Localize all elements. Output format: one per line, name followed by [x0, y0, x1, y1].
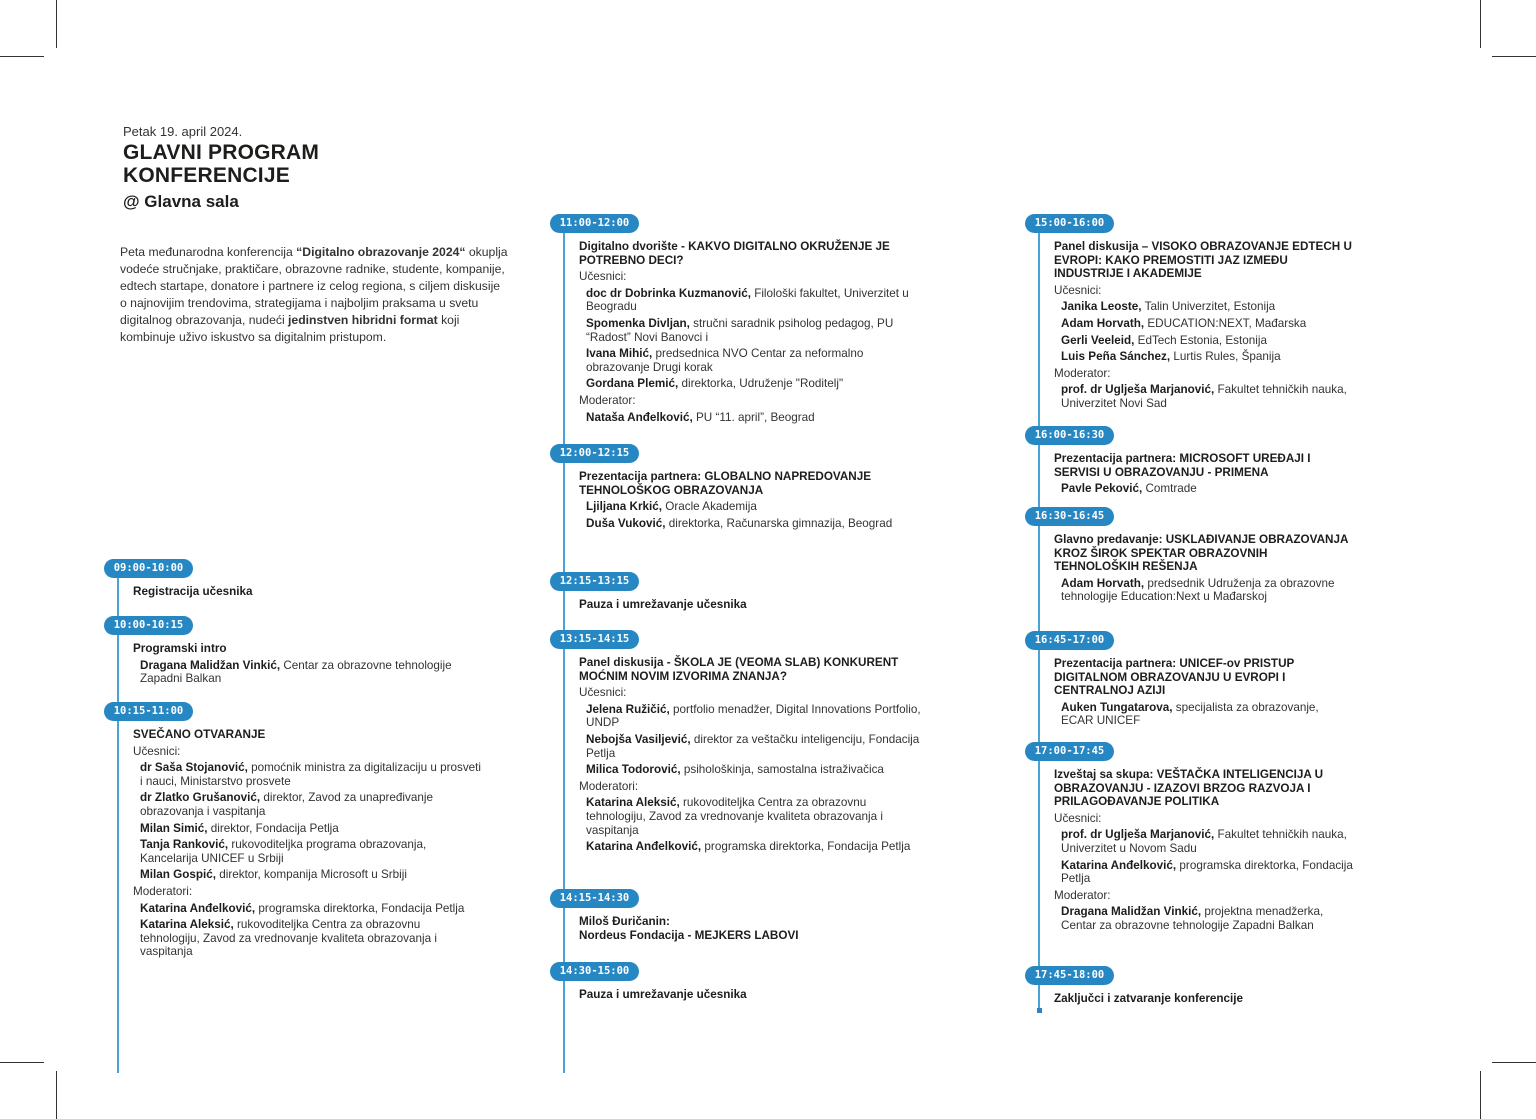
- participant-name: Katarina Aleksić,: [586, 796, 680, 810]
- session-title: Miloš Đuričanin: Nordeus Fondacija - MEJKERS LABOVI: [579, 915, 799, 942]
- participant-name: Katarina Anđelković,: [586, 840, 702, 854]
- participant-role: rukovoditeljka Centra za obrazovnu tehnologiju, Zavod za vrednovanje kvaliteta obrazovanja i vaspitanja: [140, 918, 437, 959]
- time-badge: 10:00-10:15: [104, 616, 193, 635]
- session-block: [1054, 992, 1354, 1006]
- participant-entry: [1054, 577, 1354, 604]
- participant-name: dr Zlatko Grušanović,: [140, 791, 261, 805]
- crop-mark: [0, 1062, 44, 1063]
- time-badge: 16:30-16:45: [1025, 507, 1114, 526]
- participants-label: Moderator:: [579, 393, 636, 407]
- participant-entry: [1054, 905, 1354, 932]
- participant-role: portfolio menadžer, Digital Innovations Portfolio, UNDP: [586, 702, 921, 730]
- participant-entry: [579, 703, 929, 730]
- participant-entry: [1054, 334, 1354, 348]
- event-date: Petak 19. april 2024.: [123, 124, 243, 139]
- participant-name: dr Saša Stojanović,: [140, 761, 248, 775]
- participant-name: Nataša Anđelković,: [586, 410, 693, 424]
- participant-entry: [1054, 701, 1354, 728]
- time-badge: 12:15-13:15: [550, 572, 639, 591]
- participants-label: Moderatori:: [133, 884, 193, 898]
- participant-entry: [133, 902, 483, 916]
- participant-entry: [579, 411, 929, 425]
- participant-name: Milica Todorović,: [586, 763, 681, 777]
- session-title: Izveštaj sa skupa: VEŠTAČKA INTELIGENCIJA U OBRAZOVANJU - IZAZOVI BRZOG RAZVOJA I PRILAGOĐAVANJE POLITIKA: [1054, 768, 1324, 809]
- participant-entry: [579, 733, 929, 760]
- session-block: [579, 656, 929, 854]
- participant-role: direktor, kompanija Microsoft u Srbiji: [215, 868, 407, 882]
- session-block: [133, 728, 483, 959]
- participant-role: Talin Univerzitet, Estonija: [1141, 300, 1276, 314]
- crop-mark: [1492, 56, 1536, 57]
- time-badge: 16:00-16:30: [1025, 426, 1114, 445]
- participant-role: PU “11. april”, Beograd: [692, 410, 815, 424]
- crop-mark: [56, 1071, 57, 1119]
- session-title: Pauza i umrežavanje učesnika: [579, 598, 747, 611]
- participant-name: Katarina Anđelković,: [140, 901, 256, 915]
- participants-label: Moderator:: [1054, 888, 1111, 902]
- participant-entry: [1054, 828, 1354, 855]
- participant-role: rukovoditeljka Centra za obrazovnu tehnologiju, Zavod za vrednovanje kvaliteta obrazovanja i vaspitanja: [586, 796, 883, 837]
- time-badge: 12:00-12:15: [550, 444, 639, 463]
- participant-name: Katarina Aleksić,: [140, 918, 234, 932]
- participant-name: prof. dr Uglješa Marjanović,: [1061, 828, 1215, 842]
- session-block: [1054, 452, 1354, 496]
- participant-role: direktor za veštačku inteligenciju, Fondacija Petlja: [586, 732, 920, 760]
- participants-label: Učesnici:: [579, 686, 627, 700]
- participants-label: Učesnici:: [579, 270, 627, 284]
- participants-label: Moderatori:: [579, 779, 639, 793]
- session-block: [1054, 768, 1354, 933]
- participant-name: Katarina Anđelković,: [1061, 858, 1177, 872]
- time-badge: 10:15-11:00: [104, 702, 193, 721]
- participant-name: Luis Peña Sánchez,: [1061, 350, 1171, 364]
- crop-mark: [1492, 1062, 1536, 1063]
- participant-role: programska direktorka, Fondacija Petlja: [701, 840, 911, 854]
- participant-role: EDUCATION:NEXT, Mađarska: [1144, 316, 1307, 330]
- participant-entry: [133, 868, 483, 882]
- participant-name: Tanja Ranković,: [140, 838, 229, 852]
- participant-entry: [1054, 482, 1354, 496]
- participant-entry: [579, 500, 929, 514]
- participant-name: Adam Horvath,: [1061, 316, 1145, 330]
- session-block: [579, 240, 929, 424]
- participant-role: Fakultet tehničkih nauka, Univerzitet u Novom Sadu: [1061, 828, 1347, 855]
- timeline-line: [117, 566, 119, 1073]
- time-badge: 11:00-12:00: [550, 214, 639, 233]
- participant-name: Ivana Mihić,: [586, 347, 656, 361]
- crop-mark: [1480, 0, 1481, 48]
- participant-entry: [133, 918, 483, 959]
- participant-role: stručni saradnik psiholog pedagog, PU “Radost” Novi Banovci i: [586, 316, 894, 344]
- session-title: SVEČANO OTVARANJE: [133, 728, 266, 741]
- participant-role: EdTech Estonia, Estonija: [1134, 333, 1267, 347]
- time-badge: 16:45-17:00: [1025, 631, 1114, 650]
- participant-entry: [1054, 317, 1354, 331]
- participant-role: predsednik Udruženja za obrazovne tehnologije Education:Next u Mađarskoj: [1061, 576, 1335, 604]
- session-block: [1054, 533, 1354, 604]
- participants-label: Učesnici:: [1054, 811, 1102, 825]
- participant-entry: [579, 287, 929, 314]
- participant-name: Gordana Plemić,: [586, 377, 679, 391]
- program-header: [123, 124, 513, 212]
- participant-entry: [579, 347, 929, 374]
- session-block: [579, 598, 929, 612]
- participant-role: Fakultet tehničkih nauka, Univerzitet Novi Sad: [1061, 383, 1347, 410]
- participant-name: Dragana Malidžan Vinkić,: [1061, 905, 1202, 919]
- participant-entry: [133, 822, 483, 836]
- participant-entry: [133, 659, 483, 686]
- participant-role: programska direktorka, Fondacija Petlja: [1061, 858, 1353, 886]
- participant-name: prof. dr Uglješa Marjanović,: [1061, 383, 1215, 397]
- participant-entry: [1054, 350, 1354, 364]
- participants-label: Učesnici:: [1054, 283, 1102, 297]
- time-badge: 13:15-14:15: [550, 630, 639, 649]
- participant-entry: [1054, 300, 1354, 314]
- participant-name: Nebojša Vasiljević,: [586, 732, 691, 746]
- participant-name: Dragana Malidžan Vinkić,: [140, 658, 281, 672]
- participant-role: Lurtis Rules, Španija: [1170, 350, 1281, 364]
- participant-entry: [579, 317, 929, 344]
- timeline-end-marker: [1037, 1008, 1042, 1013]
- session-block: [1054, 240, 1354, 411]
- session-title: Prezentacija partnera: MICROSOFT UREĐAJI I SERVISI U OBRAZOVANJU - PRIMENA: [1054, 452, 1311, 479]
- participant-entry: [579, 377, 929, 391]
- participant-name: Adam Horvath,: [1061, 576, 1145, 590]
- participant-name: Jelena Ružičić,: [586, 702, 670, 716]
- participant-role: pomoćnik ministra za digitalizaciju u prosveti i nauci, Ministarstvo prosvete: [140, 761, 482, 788]
- participant-role: rukovoditeljka programa obrazovanja, Kancelarija UNICEF u Srbiji: [140, 838, 427, 865]
- participant-entry: [579, 517, 929, 531]
- time-badge: 14:15-14:30: [550, 889, 639, 908]
- participant-role: Oracle Akademija: [662, 500, 757, 514]
- session-title: Programski intro: [133, 642, 227, 655]
- participant-entry: [1054, 383, 1354, 410]
- participant-name: Spomenka Divljan,: [586, 316, 690, 330]
- participant-entry: [133, 838, 483, 865]
- participant-role: direktor, Fondacija Petlja: [207, 821, 339, 835]
- participant-role: programska direktorka, Fondacija Petlja: [255, 901, 465, 915]
- session-block: [133, 642, 483, 686]
- session-title: Prezentacija partnera: GLOBALNO NAPREDOVANJE TEHNOLOŠKOG OBRAZOVANJA: [579, 470, 872, 497]
- session-title: Panel diskusija - ŠKOLA JE (VEOMA SLAB) KONKURENT MOĆNIM NOVIM IZVORIMA ZNANJA?: [579, 656, 899, 683]
- crop-mark: [1480, 1071, 1481, 1119]
- participant-entry: [579, 796, 929, 837]
- session-block: [133, 585, 483, 599]
- participant-role: Comtrade: [1142, 482, 1197, 496]
- venue-label: @ Glavna sala: [123, 192, 239, 211]
- participant-entry: [133, 791, 483, 818]
- participant-name: Janika Leoste,: [1061, 300, 1142, 314]
- conference-description: Peta međunarodna konferencija “Digitalno obrazovanje 2024“ okuplja vodeće stručnjake, praktičare, obrazovne radnike, studente, kompanije, edtech startape, donatore i partnere iz celog regiona, s ciljem diskusije o najnovijim trendovima, strategijama i najboljim praksama u svetu digitalnog obrazovanja, nudeći jedinstven hibridni format koji kombinuje uživo iskustvo sa digitalnim pristupom.: [120, 245, 508, 344]
- page-title: GLAVNI PROGRAM KONFERENCIJE: [123, 141, 320, 187]
- participant-entry: [1054, 859, 1354, 886]
- participant-role: projektna menadžerka, Centar za obrazovne tehnologije Zapadni Balkan: [1061, 905, 1324, 932]
- participant-role: direktor, Zavod za unapređivanje obrazovanja i vaspitanja: [140, 791, 433, 818]
- participant-name: Auken Tungatarova,: [1061, 700, 1173, 714]
- participant-role: Filološki fakultet, Univerzitet u Beogradu: [586, 286, 909, 314]
- participant-entry: [579, 763, 929, 777]
- participant-name: Ljiljana Krkić,: [586, 500, 662, 514]
- session-block: [579, 470, 929, 530]
- participant-name: Milan Simić,: [140, 821, 208, 835]
- participant-role: direktorka, Računarska gimnazija, Beograd: [665, 516, 893, 530]
- session-title: Pauza i umrežavanje učesnika: [579, 988, 747, 1001]
- session-title: Digitalno dvorište - KAKVO DIGITALNO OKRUŽENJE JE POTREBNO DECI?: [579, 240, 890, 267]
- session-block: [579, 988, 929, 1002]
- participant-name: Pavle Peković,: [1061, 482, 1143, 496]
- session-title: Registracija učesnika: [133, 585, 253, 598]
- participant-role: direktorka, Udruženje "Roditelj": [678, 377, 844, 391]
- session-title: Prezentacija partnera: UNICEF-ov PRISTUP DIGITALNOM OBRAZOVANJU U EVROPI I CENTRALNOJ AZIJI: [1054, 657, 1295, 698]
- participant-entry: [133, 761, 483, 788]
- participant-role: psihološkinja, samostalna istraživačica: [680, 763, 884, 777]
- participant-role: specijalista za obrazovanje, ECAR UNICEF: [1061, 700, 1319, 728]
- participant-name: Milan Gospić,: [140, 868, 216, 882]
- participant-name: doc dr Dobrinka Kuzmanović,: [586, 286, 751, 300]
- participant-name: Duša Vuković,: [586, 516, 666, 530]
- participants-label: Moderator:: [1054, 366, 1111, 380]
- crop-mark: [0, 56, 44, 57]
- time-badge: 17:45-18:00: [1025, 966, 1114, 985]
- session-block: [1054, 657, 1354, 728]
- timeline-line: [1038, 222, 1040, 1010]
- participant-role: predsednica NVO Centar za neformalno obrazovanje Drugi korak: [586, 347, 864, 374]
- participant-role: Centar za obrazovne tehnologije Zapadni Balkan: [140, 658, 452, 686]
- time-badge: 15:00-16:00: [1025, 214, 1114, 233]
- crop-mark: [56, 0, 57, 48]
- time-badge: 17:00-17:45: [1025, 742, 1114, 761]
- session-title: Glavno predavanje: USKLAĐIVANJE OBRAZOVANJA KROZ ŠIROK SPEKTAR OBRAZOVNIH TEHNOLOŠKIH REŠENJA: [1054, 533, 1348, 574]
- time-badge: 09:00-10:00: [104, 559, 193, 578]
- session-block: [579, 915, 929, 942]
- time-badge: 14:30-15:00: [550, 962, 639, 981]
- participant-name: Gerli Veeleid,: [1061, 333, 1135, 347]
- participant-entry: [579, 840, 929, 854]
- participants-label: Učesnici:: [133, 744, 181, 758]
- session-title: Zaključci i zatvaranje konferencije: [1054, 992, 1244, 1005]
- session-title: Panel diskusija – VISOKO OBRAZOVANJE EDTECH U EVROPI: KAKO PREMOSTITI JAZ IZMEĐU INDUSTRIJE I AKADEMIJE: [1054, 240, 1352, 281]
